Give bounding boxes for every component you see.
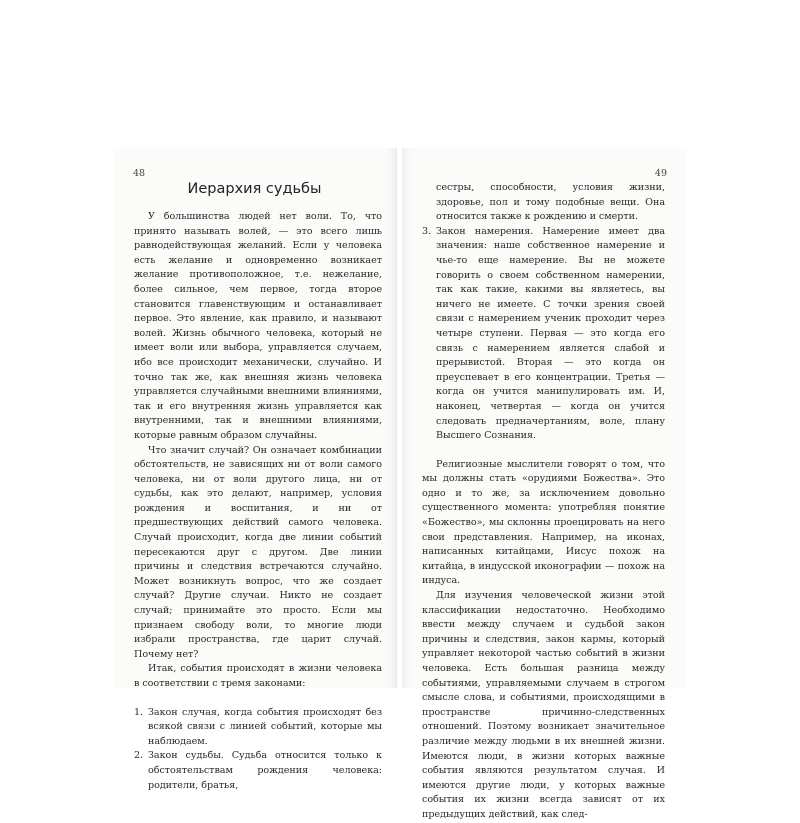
list-number: 3. — [422, 225, 432, 237]
right-page — [402, 148, 687, 820]
left-page — [113, 148, 397, 791]
list-text: сестры, способности, условия жизни, здоровье, пол и тому подобные вещи. Она относится также к рождению и смерти. — [436, 182, 665, 223]
list-text: Закон случая, когда события происходят без всякой связи с линией событий, которые мы наблюдаем. — [148, 706, 382, 747]
list-item — [134, 706, 382, 750]
page-number-left: 48 — [133, 168, 146, 179]
page-number-right: 49 — [654, 168, 667, 179]
chapter-title: Иерархия судьбы — [187, 181, 322, 197]
list-item — [134, 749, 382, 793]
right-page-text — [422, 181, 665, 823]
list-number: 1. — [134, 706, 144, 718]
list-item — [422, 225, 665, 444]
left-page-text — [134, 210, 382, 793]
paragraph: Что значит случай? Он означает комбинации обстоятельств, не зависящих ни от воли самого человека, ни от воли другого лица, ни от судьбы, как это делают, например, условия рождения и воспитания, и ни от предшествующих действий самого человека. Случай происходит, когда две линии событий пересекаются друг с другом. Две линии причины и следствия встречаются случайно. Может возникнуть вопрос, что же создает случай? Другие случаи. Никто не создает случай; принимайте это просто. Если мы признаем свободу воли, то многие люди избрали пространства, где царит случай. Почему нет? — [134, 444, 382, 660]
list-number: 2. — [134, 750, 144, 762]
paragraph: Для изучения человеческой жизни этой классификации недостаточно. Необходимо ввести между случаем и судьбой закон причины и следствия, закон кармы, который управляет некоторой частью событий в жизни человека. Есть большая разница между событиями, управляемыми случаем в строгом смысле слова, и событиями, происходящими в пространстве причинно-следственных отношений. Поэтому возникает значительное различие между людьми в их внешней жизни. Имеются люди, в жизни которых важные события являются результатом случая. И имеются другие люди, у которых важные события их жизни всегда зависят от их предыдущих действий, как след- — [422, 590, 665, 820]
list-text: Закон намерения. Намерение имеет два значения: наше собственное намерение и чье-то еще намерение. Вы не можете говорить о своем собственном намерении, так как такие, какими вы являетесь, вы ничего не имеете. С точки зрения своей связи с намерением ученик проходит через четыре ступени. Первая — это когда его связь с намерением является слабой и прерывистой. Вторая — это когда он преуспевает в его концентрации. Третья — когда он учится манипулировать им. И, наконец, четвертая — когда он учится следовать предначертаниям, воле, плану Высшего Сознания. — [436, 225, 665, 442]
list-text: Закон судьбы. Судьба относится только к обстоятельствам рождения человека: родители, братья, — [148, 750, 382, 791]
paragraph: Итак, события происходят в жизни человека в соответствии с тремя законами: — [134, 663, 382, 689]
paragraph: У большинства людей нет воли. То, что принято называть волей, — это всего лишь равнодействующая желаний. Если у человека есть желание и одновременно возникает желание противоположное, т.е. нежелание, более сильное, чем первое, тогда второе становится главенствующим и останавливает первое. Это явление, как правило, и называют волей. Жизнь обычного человека, который не имеет воли или выбора, управляется случаем, ибо все происходит механически, случайно. И точно так же, как внешняя жизнь человека управляется случайными внешними влияниями, так и его внутренняя жизнь управляется как внутренними, так и внешними влияниями, которые равным образом случайны. — [134, 211, 382, 441]
paragraph: Религиозные мыслители говорят о том, что мы должны стать «орудиями Божества». Это одно и то же, за исключением довольно существенного момента: употребляя понятие «Божество», мы склонны проецировать на него свои представления. Например, на иконах, написанных китайцами, Иисус похож на китайца, в индусской иконографии — похож на индуса. — [422, 458, 665, 587]
list-item-continuation — [422, 181, 665, 225]
